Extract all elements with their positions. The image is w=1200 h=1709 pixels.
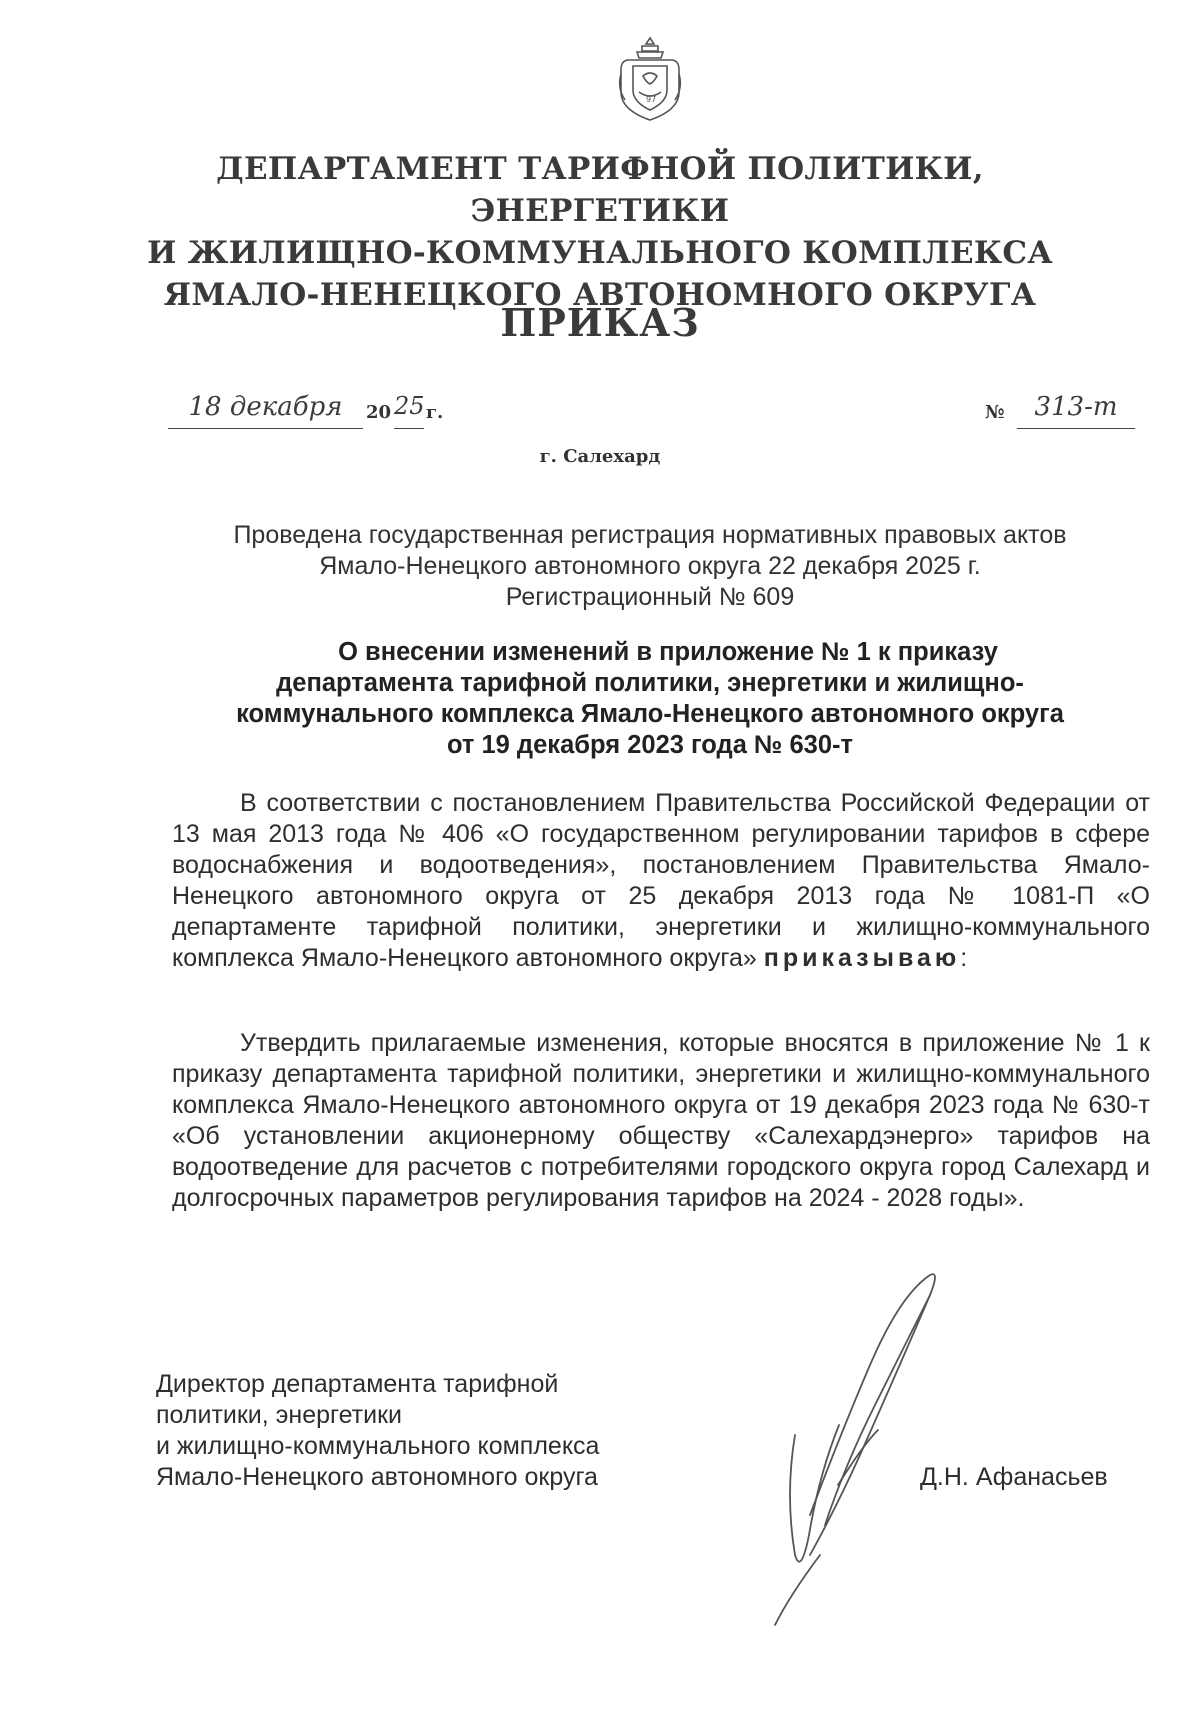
date-year-suffix: 25 xyxy=(394,392,424,429)
number-value: 313-т xyxy=(1017,392,1135,429)
decision-paragraph: Утвердить прилагаемые изменения, которые вносятся в приложение № 1 к приказу департамента тарифной политики, энергетики и жилищно-коммунального комплекса Ямало-Ненецкого автономного округа от 19 декабря 2023 года № 630-т «Об установлении акционерному обществу «Салехардэнерго» тарифов на водоотведение для расчетов с потребителями городского округа город Салехард и долгосрочных параметров регулирования тарифов на 2024 - 2028 годы». xyxy=(172,1029,1150,1212)
document-type: ПРИКАЗ xyxy=(500,300,700,345)
registration-line: Проведена государственная регистрация нормативных правовых актов xyxy=(233,521,1067,549)
date-century: 20 xyxy=(366,402,392,423)
preamble-text: В соответствии с постановлением Правительства Российской Федерации от 13 мая 2013 года № 406 «О государственном регулировании тарифов в сфере водоснабжения и водоотведения», постановлением Правительства Ямало-Ненецкого автономного округа от 25 декабря 2013 года № 1081-П «О департаменте тарифной политики, энергетики и жилищно-коммунального комплекса Ямало-Ненецкого автономного округа» xyxy=(172,789,1150,972)
position-line: Ямало-Ненецкого автономного округа xyxy=(156,1463,598,1491)
subject-line: коммунального комплекса Ямало-Ненецкого автономного округа xyxy=(236,700,1064,728)
registration-note xyxy=(150,520,1150,613)
position-line: политики, энергетики xyxy=(156,1401,402,1429)
order-command: приказываю xyxy=(763,944,961,972)
subject-line: О внесении изменений в приложение № 1 к приказу xyxy=(338,638,998,666)
department-line: ЯМАЛО-НЕНЕЦКОГО АВТОНОМНОГО ОКРУГА xyxy=(163,277,1037,313)
date-year-abbr: г. xyxy=(426,402,444,423)
department-line: И ЖИЛИЩНО-КОММУНАЛЬНОГО КОМПЛЕКСА xyxy=(147,235,1053,271)
subject-line: департамента тарифной политики, энергетики и жилищно- xyxy=(276,669,1024,697)
registration-line: Ямало-Ненецкого автономного округа 22 декабря 2025 г. xyxy=(319,552,981,580)
svg-text:97: 97 xyxy=(646,95,657,104)
city: г. Салехард xyxy=(539,446,661,467)
preamble-end: : xyxy=(960,944,968,972)
order-subject xyxy=(150,637,1150,761)
department-name xyxy=(100,148,1100,316)
position-line: Директор департамента тарифной xyxy=(156,1370,559,1398)
preamble-paragraph xyxy=(172,788,1150,974)
position-line: и жилищно-коммунального комплекса xyxy=(156,1432,600,1460)
number-sign: № xyxy=(985,402,1005,423)
handwritten-signature-icon xyxy=(750,1255,990,1635)
date-day-month: 18 декабря xyxy=(168,392,363,429)
department-line: ДЕПАРТАМЕНТ ТАРИФНОЙ ПОЛИТИКИ, ЭНЕРГЕТИКИ xyxy=(216,151,984,229)
order-date xyxy=(168,392,468,432)
registration-line: Регистрационный № 609 xyxy=(505,583,795,611)
signatory-position xyxy=(156,1369,716,1493)
subject-line: от 19 декабря 2023 года № 630-т xyxy=(446,731,854,759)
coat-of-arms-icon xyxy=(615,36,685,124)
order-number xyxy=(985,392,1145,432)
signatory-name: Д.Н. Афанасьев xyxy=(920,1463,1108,1491)
